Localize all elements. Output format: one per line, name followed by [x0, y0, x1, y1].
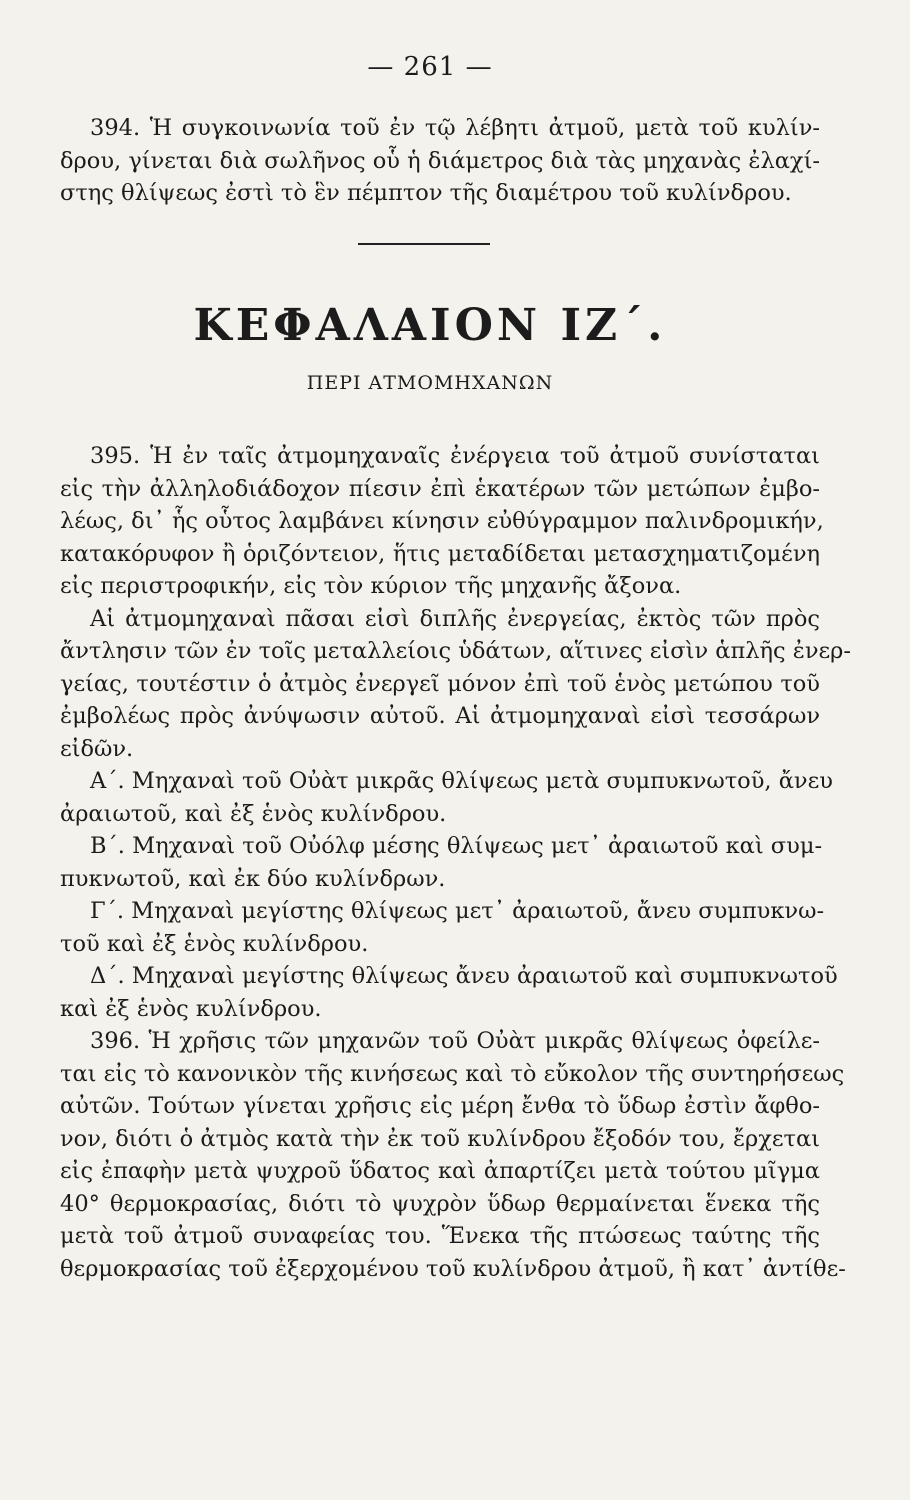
page-number: — 261 —: [367, 52, 493, 82]
text-line: Δ΄. Μηχαναὶ μεγίστης θλίψεως ἄνευ ἀραιωτοῦ καὶ συμπυκνωτοῦ: [90, 963, 838, 989]
text-line: Β΄. Μηχαναὶ τοῦ Οὐόλφ μέσης θλίψεως μετ᾽ ἀραιωτοῦ καὶ συμ-: [90, 833, 823, 859]
text-line: τοῦ καὶ ἐξ ἑνὸς κυλίνδρου.: [60, 930, 369, 957]
text-line: εἰς ἐπαφὴν μετὰ ψυχροῦ ὕδατος καὶ ἀπαρτίζει μετὰ τούτου μῖγμα: [60, 1158, 820, 1184]
text-line: ἐμβολέως πρὸς ἀνύψωσιν αὐτοῦ. Αἱ ἀτμομηχαναὶ εἰσὶ τεσσάρων: [60, 703, 820, 729]
text-line: αὐτῶν. Τούτων γίνεται χρῆσις εἰς μέρη ἔνθα τὸ ὕδωρ ἐστὶν ἄφθο-: [60, 1093, 820, 1119]
text-line: ἀραιωτοῦ, καὶ ἐξ ἑνὸς κυλίνδρου.: [60, 800, 447, 827]
chapter-subtitle: ΠΕΡΙ ΑΤΜΟΜΗΧΑΝΩΝ: [306, 372, 554, 394]
text-line: 40° θερμοκρασίας, διότι τὸ ψυχρὸν ὕδωρ θερμαίνεται ἕνεκα τῆς: [60, 1190, 820, 1217]
text-line: ται εἰς τὸ κανονικὸν τῆς κινήσεως καὶ τὸ εὔκολον τῆς συντηρήσεως: [60, 1060, 845, 1087]
text-line: δρου, γίνεται διὰ σωλῆνος οὗ ἡ διάμετρος διὰ τὰς μηχανὰς ἐλαχί-: [60, 147, 820, 174]
text-line: 396. Ἡ χρῆσις τῶν μηχανῶν τοῦ Οὐὰτ μικρᾶς θλίψεως ὀφείλε-: [90, 1028, 820, 1054]
text-line: εἰς τὴν ἀλληλοδιάδοχον πίεσιν ἐπὶ ἑκατέρων τῶν μετώπων ἐμβο-: [60, 475, 820, 502]
text-line: Αἱ ἀτμομηχαναὶ πᾶσαι εἰσὶ διπλῆς ἐνεργείας, ἐκτὸς τῶν πρὸς: [90, 605, 820, 632]
text-line: γείας, τουτέστιν ὁ ἀτμὸς ἐνεργεῖ μόνον ἐπὶ τοῦ ἑνὸς μετώπου τοῦ: [60, 670, 820, 697]
text-line: λέως, δι᾽ ἧς οὗτος λαμβάνει κίνησιν εὐθύγραμμον παλινδρομικήν,: [60, 508, 824, 534]
text-line: θερμοκρασίας τοῦ ἐξερχομένου τοῦ κυλίνδρου ἀτμοῦ, ἢ κατ᾽ ἀντίθε-: [60, 1255, 846, 1282]
text-line: μετὰ τοῦ ἀτμοῦ συναφείας του. Ἕνεκα τῆς πτώσεως ταύτης τῆς: [60, 1223, 820, 1249]
text-line: καὶ ἐξ ἑνὸς κυλίνδρου.: [60, 995, 322, 1022]
text-line: 395. Ἡ ἐν ταῖς ἀτμομηχαναῖς ἐνέργεια τοῦ ἀτμοῦ συνίσταται: [90, 443, 820, 469]
text-line: ἄντλησιν τῶν ἐν τοῖς μεταλλείοις ὑδάτων, αἵτινες εἰσὶν ἁπλῆς ἐνερ-: [60, 638, 851, 664]
section-divider: [358, 243, 490, 245]
paragraph-394: [60, 112, 820, 210]
text-line: Α΄. Μηχαναὶ τοῦ Οὐὰτ μικρᾶς θλίψεως μετὰ συμπυκνωτοῦ, ἄνευ: [90, 768, 833, 794]
chapter-title: ΚΕΦΑΛΑΙΟΝ ΙΖ΄.: [193, 300, 667, 351]
text-line: στης θλίψεως ἐστὶ τὸ ἓν πέμπτον τῆς διαμέτρου τοῦ κυλίνδρου.: [60, 180, 792, 206]
text-line: Γ΄. Μηχαναὶ μεγίστης θλίψεως μετ᾽ ἀραιωτοῦ, ἄνευ συμπυκνω-: [90, 898, 825, 924]
chapter-body: [60, 440, 851, 1285]
text-line: εἰδῶν.: [60, 735, 134, 762]
text-line: πυκνωτοῦ, καὶ ἐκ δύο κυλίνδρων.: [60, 865, 446, 892]
text-line: κατακόρυφον ἢ ὁριζόντειον, ἥτις μεταδίδεται μετασχηματιζομένη: [60, 540, 820, 567]
text-line: εἰς περιστροφικήν, εἰς τὸν κύριον τῆς μηχανῆς ἄξονα.: [60, 573, 682, 599]
text-line: 394. Ἡ συγκοινωνία τοῦ ἐν τῷ λέβητι ἀτμοῦ, μετὰ τοῦ κυλίν-: [90, 115, 820, 141]
text-line: νον, διότι ὁ ἀτμὸς κατὰ τὴν ἐκ τοῦ κυλίνδρου ἔξοδόν του, ἔρχεται: [60, 1125, 820, 1152]
